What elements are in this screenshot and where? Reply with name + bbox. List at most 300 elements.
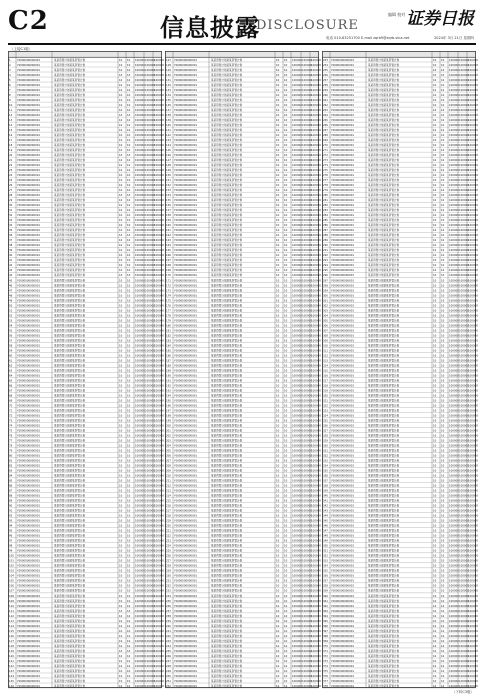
- table-row: [323, 428, 478, 432]
- row-index: 273: [323, 159, 328, 163]
- amount-cell: 10: [127, 58, 131, 62]
- amount-cell: 10: [127, 599, 131, 603]
- row-index: 204: [166, 444, 171, 448]
- amount-cell: 100000: [145, 254, 155, 258]
- amount-cell: 10: [276, 159, 280, 163]
- amount-cell: 100000: [449, 334, 459, 338]
- row-index: 8: [9, 93, 11, 97]
- amount-cell: 10: [276, 349, 280, 353]
- amount-cell: 100000: [468, 229, 478, 233]
- amount-cell: 100000: [154, 264, 164, 268]
- table-row: [166, 323, 321, 327]
- table-row: [323, 278, 478, 282]
- amount-cell: 100000: [154, 624, 164, 628]
- amount-cell: 100000: [145, 284, 155, 288]
- table-row: [9, 153, 164, 157]
- amount-cell: 10: [276, 249, 280, 253]
- table-row: [9, 178, 164, 182]
- table-row: [9, 604, 164, 608]
- table-row: [323, 388, 478, 392]
- amount-cell: 10: [441, 444, 445, 448]
- amount-cell: 100000: [135, 68, 145, 72]
- amount-cell: 10: [284, 384, 288, 388]
- amount-cell: 100000: [292, 674, 302, 678]
- amount-cell: 100000: [154, 594, 164, 598]
- investor-name: 某某资管计划某某资管计划: [54, 394, 86, 398]
- amount-cell: 10: [284, 314, 288, 318]
- investor-name: 某某资管计划某某资管计划: [211, 294, 243, 298]
- investor-name: 某某资管计划某某资管计划: [211, 514, 243, 518]
- amount-cell: 100000: [292, 434, 302, 438]
- row-index: 39: [9, 249, 13, 253]
- row-index: 110: [9, 604, 14, 608]
- table-row: [323, 263, 478, 267]
- investor-name: 某某资管计划某某资管计划: [54, 514, 86, 518]
- amount-cell: 10: [441, 134, 445, 138]
- amount-cell: 10: [441, 204, 445, 208]
- amount-cell: 100000: [135, 669, 145, 673]
- amount-cell: 100000: [292, 649, 302, 653]
- amount-cell: 10: [433, 529, 437, 533]
- account-code: Y0000000000001: [331, 664, 355, 668]
- account-code: Y0000000000001: [174, 619, 198, 623]
- amount-cell: 10: [276, 154, 280, 158]
- amount-cell: 100000: [449, 619, 459, 623]
- amount-cell: 10: [284, 419, 288, 423]
- amount-cell: 100000: [449, 674, 459, 678]
- row-index: 271: [323, 149, 328, 153]
- amount-cell: 10: [284, 63, 288, 67]
- account-code: Y0000000000001: [174, 329, 198, 333]
- investor-name: 某某资管计划某某资管计划: [368, 259, 400, 263]
- amount-cell: 10: [441, 504, 445, 508]
- table-row: [323, 298, 478, 302]
- amount-cell: 100000: [292, 529, 302, 533]
- account-code: Y0000000000001: [331, 229, 355, 233]
- account-code: Y0000000000001: [174, 599, 198, 603]
- table-row: [166, 504, 321, 508]
- account-code: Y0000000000001: [17, 139, 41, 143]
- amount-cell: 10: [119, 144, 123, 148]
- amount-cell: 100000: [145, 514, 155, 518]
- amount-cell: 10: [276, 119, 280, 123]
- amount-cell: 100000: [145, 179, 155, 183]
- amount-cell: 10: [441, 624, 445, 628]
- amount-cell: 10: [441, 564, 445, 568]
- account-code: Y0000000000001: [331, 399, 355, 403]
- amount-cell: 10: [276, 129, 280, 133]
- row-index: 378: [323, 684, 328, 688]
- amount-cell: 100000: [302, 73, 312, 77]
- amount-cell: 10: [433, 354, 437, 358]
- account-code: Y0000000000001: [17, 624, 41, 628]
- amount-cell: 10: [127, 679, 131, 683]
- amount-cell: 100000: [145, 569, 155, 573]
- amount-cell: 100000: [302, 119, 312, 123]
- account-code: Y0000000000001: [17, 264, 41, 268]
- amount-cell: 10: [127, 93, 131, 97]
- amount-cell: 100000: [292, 134, 302, 138]
- amount-cell: 100000: [135, 329, 145, 333]
- amount-cell: 100000: [449, 139, 459, 143]
- account-code: Y0000000000001: [331, 544, 355, 548]
- amount-cell: 100000: [302, 159, 312, 163]
- row-index: 267: [323, 129, 328, 133]
- investor-name: 某某资管计划某某资管计划: [54, 68, 86, 72]
- amount-cell: 100000: [154, 629, 164, 633]
- amount-cell: 100000: [459, 179, 469, 183]
- account-code: Y0000000000001: [174, 289, 198, 293]
- amount-cell: 100000: [459, 404, 469, 408]
- row-index: 274: [323, 164, 328, 168]
- amount-cell: 10: [127, 254, 131, 258]
- account-code: Y0000000000001: [17, 399, 41, 403]
- amount-cell: 100000: [468, 269, 478, 273]
- account-code: Y0000000000001: [331, 599, 355, 603]
- amount-cell: 100000: [468, 239, 478, 243]
- investor-name: 某某资管计划某某资管计划: [54, 449, 86, 453]
- investor-name: 某某资管计划某某资管计划: [54, 259, 86, 263]
- account-code: Y0000000000001: [17, 174, 41, 178]
- table-row: [323, 398, 478, 402]
- amount-cell: 100000: [135, 139, 145, 143]
- investor-name: 某某资管计划某某资管计划: [211, 224, 243, 228]
- account-code: Y0000000000001: [174, 649, 198, 653]
- amount-cell: 100000: [145, 544, 155, 548]
- row-index: 303: [323, 309, 328, 313]
- amount-cell: 100000: [135, 239, 145, 243]
- row-index: 50: [9, 304, 13, 308]
- table-row: [323, 579, 478, 583]
- amount-cell: 100000: [459, 669, 469, 673]
- row-index: 342: [323, 504, 328, 508]
- amount-cell: 100000: [302, 279, 312, 283]
- investor-name: 某某资管计划某某资管计划: [368, 139, 400, 143]
- investor-name: 某某资管计划某某资管计划: [211, 129, 243, 133]
- table-row: [9, 298, 164, 302]
- amount-cell: 10: [119, 349, 123, 353]
- account-code: Y0000000000001: [17, 534, 41, 538]
- amount-cell: 10: [441, 224, 445, 228]
- amount-cell: 100000: [311, 394, 321, 398]
- amount-cell: 100000: [135, 179, 145, 183]
- investor-name: 某某资管计划某某资管计划: [368, 354, 400, 358]
- account-code: Y0000000000001: [174, 464, 198, 468]
- amount-cell: 100000: [302, 394, 312, 398]
- amount-cell: 100000: [468, 284, 478, 288]
- amount-cell: 10: [276, 149, 280, 153]
- amount-cell: 100000: [145, 664, 155, 668]
- amount-cell: 100000: [468, 464, 478, 468]
- amount-cell: 100000: [311, 63, 321, 67]
- investor-name: 某某资管计划某某资管计划: [368, 204, 400, 208]
- table-row: [9, 158, 164, 162]
- row-index: 310: [323, 344, 328, 348]
- amount-cell: 100000: [302, 63, 312, 67]
- account-code: Y0000000000001: [331, 349, 355, 353]
- amount-cell: 10: [284, 609, 288, 613]
- table-row: [9, 428, 164, 432]
- amount-cell: 10: [441, 614, 445, 618]
- row-index: 115: [9, 629, 14, 633]
- amount-cell: 10: [127, 499, 131, 503]
- table-row: [323, 454, 478, 458]
- amount-cell: 100000: [459, 514, 469, 518]
- amount-cell: 10: [284, 579, 288, 583]
- amount-cell: 10: [119, 439, 123, 443]
- table-row: [9, 639, 164, 643]
- amount-cell: 10: [441, 269, 445, 273]
- investor-name: 某某资管计划某某资管计划: [211, 404, 243, 408]
- amount-cell: 100000: [311, 364, 321, 368]
- account-code: Y0000000000001: [174, 549, 198, 553]
- amount-cell: 10: [284, 169, 288, 173]
- table-row: [9, 579, 164, 583]
- amount-cell: 100000: [154, 679, 164, 683]
- amount-cell: 100000: [292, 63, 302, 67]
- amount-cell: 10: [284, 98, 288, 102]
- amount-cell: 100000: [154, 289, 164, 293]
- amount-cell: 10: [127, 484, 131, 488]
- amount-cell: 10: [276, 364, 280, 368]
- amount-cell: 100000: [302, 399, 312, 403]
- amount-cell: 10: [441, 524, 445, 528]
- account-code: Y0000000000001: [174, 279, 198, 283]
- amount-cell: 100000: [311, 184, 321, 188]
- account-code: Y0000000000001: [17, 63, 41, 67]
- amount-cell: 10: [433, 199, 437, 203]
- investor-name: 某某资管计划某某资管计划: [211, 68, 243, 72]
- row-index: 206: [166, 454, 171, 458]
- investor-name: 某某资管计划某某资管计划: [54, 564, 86, 568]
- row-index: 314: [323, 364, 328, 368]
- row-index: 296: [323, 274, 328, 278]
- account-code: Y0000000000001: [331, 404, 355, 408]
- amount-cell: 10: [119, 554, 123, 558]
- amount-cell: 10: [284, 514, 288, 518]
- newspaper-logo: 证券日报: [406, 9, 474, 29]
- amount-cell: 100000: [292, 634, 302, 638]
- amount-cell: 10: [284, 659, 288, 663]
- investor-name: 某某资管计划某某资管计划: [54, 644, 86, 648]
- amount-cell: 10: [433, 299, 437, 303]
- amount-cell: 10: [127, 564, 131, 568]
- amount-cell: 10: [276, 634, 280, 638]
- investor-name: 某某资管计划某某资管计划: [368, 324, 400, 328]
- investor-name: 某某资管计划某某资管计划: [368, 524, 400, 528]
- amount-cell: 10: [276, 534, 280, 538]
- table-row: [9, 138, 164, 142]
- table-row: [323, 589, 478, 593]
- amount-cell: 100000: [449, 464, 459, 468]
- amount-cell: 100000: [154, 569, 164, 573]
- row-index: 370: [323, 644, 328, 648]
- table-row: [323, 434, 478, 438]
- investor-name: 某某资管计划某某资管计划: [211, 489, 243, 493]
- amount-cell: 10: [433, 274, 437, 278]
- account-code: Y0000000000001: [331, 154, 355, 158]
- amount-cell: 10: [284, 379, 288, 383]
- account-code: Y0000000000001: [17, 164, 41, 168]
- amount-cell: 10: [119, 264, 123, 268]
- amount-cell: 10: [119, 624, 123, 628]
- amount-cell: 100000: [154, 254, 164, 258]
- amount-cell: 100000: [292, 659, 302, 663]
- investor-name: 某某资管计划某某资管计划: [211, 674, 243, 678]
- amount-cell: 100000: [468, 614, 478, 618]
- account-code: Y0000000000001: [174, 119, 198, 123]
- amount-cell: 10: [433, 509, 437, 513]
- amount-cell: 10: [276, 354, 280, 358]
- investor-name: 某某资管计划某某资管计划: [368, 519, 400, 523]
- investor-name: 某某资管计划某某资管计划: [211, 609, 243, 613]
- amount-cell: 100000: [468, 224, 478, 228]
- amount-cell: 100000: [154, 83, 164, 87]
- row-index: 256: [323, 73, 328, 77]
- amount-cell: 10: [441, 479, 445, 483]
- amount-cell: 10: [433, 679, 437, 683]
- amount-cell: 100000: [311, 434, 321, 438]
- amount-cell: 10: [433, 329, 437, 333]
- amount-cell: 100000: [135, 554, 145, 558]
- investor-name: 某某资管计划某某资管计划: [54, 209, 86, 213]
- amount-cell: 100000: [145, 369, 155, 373]
- account-code: Y0000000000001: [174, 414, 198, 418]
- amount-cell: 10: [433, 614, 437, 618]
- investor-name: 某某资管计划某某资管计划: [211, 154, 243, 158]
- amount-cell: 10: [284, 73, 288, 77]
- table-row: [9, 504, 164, 508]
- amount-cell: 100000: [449, 414, 459, 418]
- amount-cell: 100000: [449, 579, 459, 583]
- amount-cell: 10: [284, 444, 288, 448]
- amount-cell: 10: [433, 644, 437, 648]
- row-index: 181: [166, 329, 171, 333]
- table-row: [323, 569, 478, 573]
- amount-cell: 100000: [311, 409, 321, 413]
- account-code: Y0000000000001: [331, 189, 355, 193]
- amount-cell: 100000: [311, 194, 321, 198]
- account-code: Y0000000000001: [331, 58, 355, 62]
- amount-cell: 10: [433, 93, 437, 97]
- row-index: 234: [166, 594, 171, 598]
- account-code: Y0000000000001: [174, 108, 198, 112]
- account-code: Y0000000000001: [17, 414, 41, 418]
- row-index: 80: [9, 454, 13, 458]
- investor-name: 某某资管计划某某资管计划: [211, 354, 243, 358]
- amount-cell: 10: [441, 259, 445, 263]
- amount-cell: 100000: [468, 394, 478, 398]
- amount-cell: 100000: [145, 564, 155, 568]
- amount-cell: 100000: [154, 369, 164, 373]
- table-row: [9, 403, 164, 407]
- account-code: Y0000000000001: [174, 444, 198, 448]
- amount-cell: 100000: [154, 249, 164, 253]
- amount-cell: 10: [276, 63, 280, 67]
- amount-cell: 100000: [468, 189, 478, 193]
- row-index: 282: [323, 204, 328, 208]
- amount-cell: 100000: [292, 119, 302, 123]
- amount-cell: 10: [119, 544, 123, 548]
- investor-name: 某某资管计划某某资管计划: [211, 359, 243, 363]
- amount-cell: 100000: [311, 474, 321, 478]
- amount-cell: 100000: [468, 108, 478, 112]
- account-code: Y0000000000001: [331, 149, 355, 153]
- amount-cell: 100000: [311, 599, 321, 603]
- amount-cell: 100000: [145, 189, 155, 193]
- amount-cell: 10: [276, 484, 280, 488]
- amount-cell: 10: [284, 269, 288, 273]
- amount-cell: 100000: [449, 78, 459, 82]
- account-code: Y0000000000001: [174, 103, 198, 107]
- table-row: [323, 303, 478, 307]
- row-index: 298: [323, 284, 328, 288]
- amount-cell: 10: [119, 108, 123, 112]
- amount-cell: 100000: [449, 144, 459, 148]
- row-index: 297: [323, 279, 328, 283]
- amount-cell: 10: [119, 684, 123, 688]
- table-row: [166, 469, 321, 473]
- investor-name: 某某资管计划某某资管计划: [54, 289, 86, 293]
- amount-cell: 10: [276, 409, 280, 413]
- amount-cell: 100000: [449, 659, 459, 663]
- amount-cell: 100000: [311, 534, 321, 538]
- amount-cell: 10: [441, 459, 445, 463]
- amount-cell: 10: [441, 329, 445, 333]
- investor-name: 某某资管计划某某资管计划: [211, 459, 243, 463]
- amount-cell: 100000: [449, 679, 459, 683]
- amount-cell: 10: [276, 609, 280, 613]
- amount-cell: 100000: [145, 354, 155, 358]
- amount-cell: 10: [276, 544, 280, 548]
- amount-cell: 100000: [468, 404, 478, 408]
- account-code: Y0000000000001: [174, 294, 198, 298]
- amount-cell: 100000: [459, 484, 469, 488]
- amount-cell: 10: [276, 68, 280, 72]
- row-index: 232: [166, 584, 171, 588]
- amount-cell: 100000: [302, 83, 312, 87]
- amount-cell: 100000: [302, 309, 312, 313]
- table-row: [166, 333, 321, 337]
- amount-cell: 10: [441, 93, 445, 97]
- amount-cell: 10: [127, 469, 131, 473]
- amount-cell: 100000: [145, 229, 155, 233]
- amount-cell: 10: [276, 269, 280, 273]
- investor-name: 某某资管计划某某资管计划: [368, 474, 400, 478]
- account-code: Y0000000000001: [331, 584, 355, 588]
- account-code: Y0000000000001: [174, 584, 198, 588]
- investor-name: 某某资管计划某某资管计划: [368, 624, 400, 628]
- amount-cell: 100000: [302, 624, 312, 628]
- account-code: Y0000000000001: [17, 649, 41, 653]
- row-index: 124: [9, 674, 14, 678]
- amount-cell: 100000: [135, 524, 145, 528]
- amount-cell: 100000: [145, 88, 155, 92]
- investor-name: 某某资管计划某某资管计划: [368, 189, 400, 193]
- account-code: Y0000000000001: [174, 539, 198, 543]
- amount-cell: 100000: [449, 119, 459, 123]
- amount-cell: 10: [276, 113, 280, 117]
- row-index: 10: [9, 103, 13, 107]
- investor-name: 某某资管计划某某资管计划: [211, 509, 243, 513]
- investor-name: 某某资管计划某某资管计划: [54, 654, 86, 658]
- amount-cell: 10: [119, 594, 123, 598]
- amount-cell: 100000: [468, 444, 478, 448]
- investor-name: 某某资管计划某某资管计划: [211, 139, 243, 143]
- table-row: [9, 348, 164, 352]
- table-row: [9, 569, 164, 573]
- amount-cell: 100000: [292, 479, 302, 483]
